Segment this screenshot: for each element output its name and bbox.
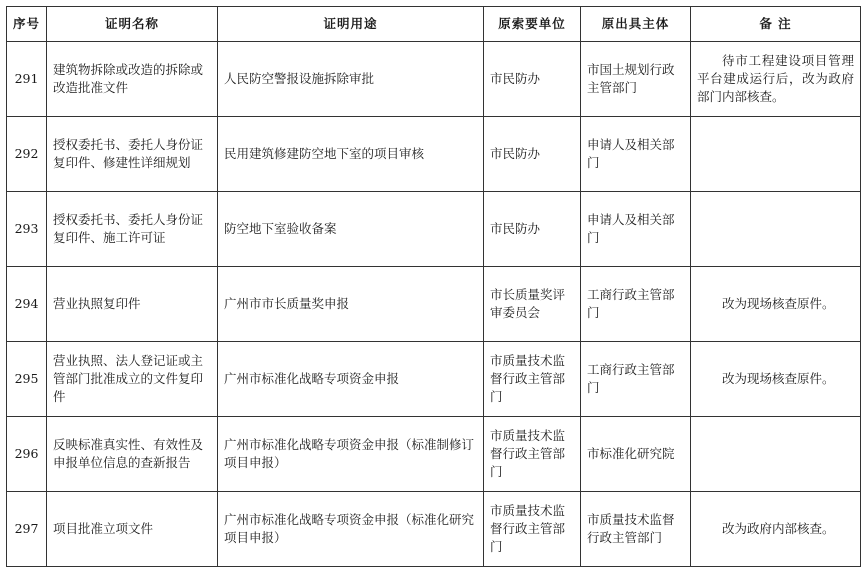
cell-note: 改为现场核查原件。 <box>691 342 861 417</box>
cell-name: 项目批准立项文件 <box>47 492 218 567</box>
cell-issuer: 市国土规划行政主管部门 <box>581 42 691 117</box>
header-note: 备 注 <box>691 7 861 42</box>
cell-use: 广州市市长质量奖申报 <box>218 267 484 342</box>
cell-seq: 297 <box>7 492 47 567</box>
table-header-row <box>7 7 861 42</box>
cell-unit: 市民防办 <box>484 192 581 267</box>
cell-seq: 295 <box>7 342 47 417</box>
cell-note: 改为政府内部核查。 <box>691 492 861 567</box>
cell-seq: 292 <box>7 117 47 192</box>
cell-issuer: 申请人及相关部门 <box>581 117 691 192</box>
table-row <box>7 192 861 267</box>
cell-note: 待市工程建设项目管理平台建成运行后，改为政府部门内部核查。 <box>691 42 861 117</box>
cell-issuer: 市质量技术监督行政主管部门 <box>581 492 691 567</box>
cell-unit: 市质量技术监督行政主管部门 <box>484 417 581 492</box>
cell-unit: 市民防办 <box>484 42 581 117</box>
cell-unit: 市质量技术监督行政主管部门 <box>484 342 581 417</box>
cell-note <box>691 192 861 267</box>
cell-seq: 294 <box>7 267 47 342</box>
header-use: 证明用途 <box>218 7 484 42</box>
header-issuer: 原出具主体 <box>581 7 691 42</box>
certificate-table <box>6 6 861 567</box>
cell-use: 广州市标准化战略专项资金申报（标准制修订项目申报） <box>218 417 484 492</box>
cell-unit: 市长质量奖评审委员会 <box>484 267 581 342</box>
cell-seq: 296 <box>7 417 47 492</box>
cell-issuer: 申请人及相关部门 <box>581 192 691 267</box>
cell-issuer: 工商行政主管部门 <box>581 342 691 417</box>
header-name: 证明名称 <box>47 7 218 42</box>
table-row <box>7 417 861 492</box>
table-row <box>7 42 861 117</box>
cell-unit: 市质量技术监督行政主管部门 <box>484 492 581 567</box>
cell-name: 建筑物拆除或改造的拆除或改造批准文件 <box>47 42 218 117</box>
cell-unit: 市民防办 <box>484 117 581 192</box>
cell-note <box>691 417 861 492</box>
cell-note <box>691 117 861 192</box>
cell-use: 防空地下室验收备案 <box>218 192 484 267</box>
cell-name: 授权委托书、委托人身份证复印件、修建性详细规划 <box>47 117 218 192</box>
cell-seq: 293 <box>7 192 47 267</box>
table-row <box>7 342 861 417</box>
cell-issuer: 工商行政主管部门 <box>581 267 691 342</box>
cell-seq: 291 <box>7 42 47 117</box>
cell-use: 民用建筑修建防空地下室的项目审核 <box>218 117 484 192</box>
table-row <box>7 117 861 192</box>
header-unit: 原索要单位 <box>484 7 581 42</box>
cell-use: 广州市标准化战略专项资金申报 <box>218 342 484 417</box>
header-seq: 序号 <box>7 7 47 42</box>
table-row <box>7 267 861 342</box>
cell-use: 人民防空警报设施拆除审批 <box>218 42 484 117</box>
cell-use: 广州市标准化战略专项资金申报（标准化研究项目申报） <box>218 492 484 567</box>
cell-note: 改为现场核查原件。 <box>691 267 861 342</box>
cell-name: 反映标准真实性、有效性及申报单位信息的查新报告 <box>47 417 218 492</box>
cell-name: 营业执照、法人登记证或主管部门批准成立的文件复印件 <box>47 342 218 417</box>
cell-name: 授权委托书、委托人身份证复印件、施工许可证 <box>47 192 218 267</box>
table-row <box>7 492 861 567</box>
cell-issuer: 市标准化研究院 <box>581 417 691 492</box>
cell-name: 营业执照复印件 <box>47 267 218 342</box>
